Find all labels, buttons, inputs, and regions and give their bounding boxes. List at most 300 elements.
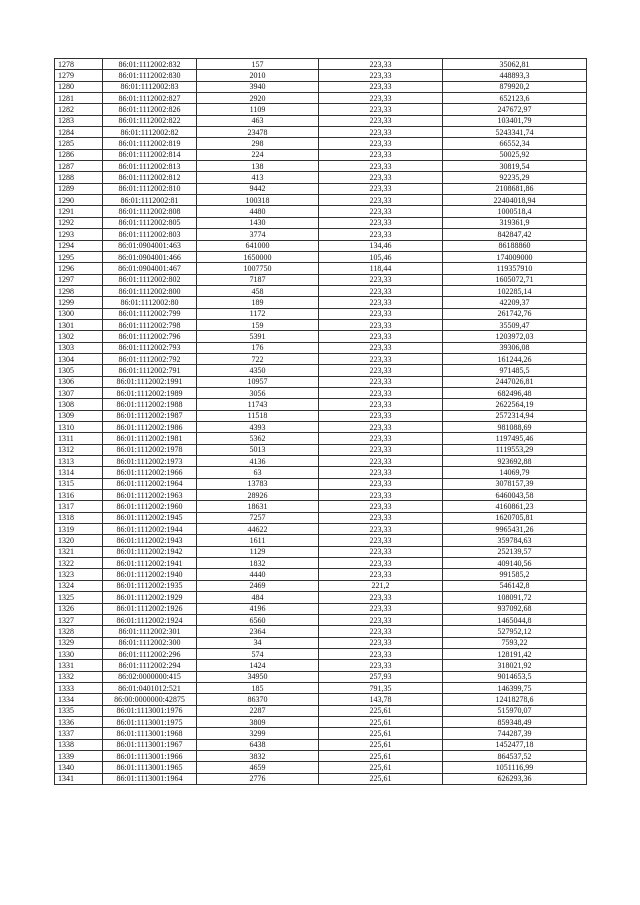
- area-cell: 157: [197, 59, 319, 70]
- table-row: [55, 353, 587, 364]
- value-cell: 1119553,29: [443, 444, 587, 455]
- table-row: [55, 274, 587, 285]
- value-cell: 971485,5: [443, 365, 587, 376]
- cadastral-number-cell: 86:01:1112002:1941: [103, 558, 197, 569]
- table-row: [55, 660, 587, 671]
- rate-cell: 223,33: [319, 501, 443, 512]
- table-row: [55, 183, 587, 194]
- cadastral-number-cell: 86:01:1112002:1978: [103, 444, 197, 455]
- value-cell: 119357910: [443, 263, 587, 274]
- table-row: [55, 251, 587, 262]
- area-cell: 298: [197, 138, 319, 149]
- table-row: [55, 138, 587, 149]
- cadastral-number-cell: 86:01:1112002:300: [103, 637, 197, 648]
- rate-cell: 223,33: [319, 342, 443, 353]
- area-cell: 34950: [197, 671, 319, 682]
- row-number-cell: 1317: [55, 501, 103, 512]
- rate-cell: 223,33: [319, 603, 443, 614]
- table-row: [55, 626, 587, 637]
- area-cell: 100318: [197, 195, 319, 206]
- table-row: [55, 682, 587, 693]
- value-cell: 546142,8: [443, 580, 587, 591]
- table-row: [55, 456, 587, 467]
- row-number-cell: 1292: [55, 217, 103, 228]
- row-number-cell: 1296: [55, 263, 103, 274]
- row-number-cell: 1311: [55, 433, 103, 444]
- row-number-cell: 1304: [55, 353, 103, 364]
- table-row: [55, 773, 587, 784]
- cadastral-number-cell: 86:01:1112002:792: [103, 353, 197, 364]
- row-number-cell: 1313: [55, 456, 103, 467]
- rate-cell: 223,33: [319, 467, 443, 478]
- cadastral-number-cell: 86:01:1112002:812: [103, 172, 197, 183]
- rate-cell: 223,33: [319, 331, 443, 342]
- value-cell: 108091,72: [443, 592, 587, 603]
- row-number-cell: 1310: [55, 422, 103, 433]
- value-cell: 515970,07: [443, 705, 587, 716]
- area-cell: 4480: [197, 206, 319, 217]
- value-cell: 161244,26: [443, 353, 587, 364]
- area-cell: 11518: [197, 410, 319, 421]
- value-cell: 1620705,81: [443, 512, 587, 523]
- row-number-cell: 1318: [55, 512, 103, 523]
- area-cell: 1611: [197, 535, 319, 546]
- cadastral-number-cell: 86:01:1112002:294: [103, 660, 197, 671]
- value-cell: 35509,47: [443, 319, 587, 330]
- rate-cell: 221,2: [319, 580, 443, 591]
- row-number-cell: 1330: [55, 648, 103, 659]
- table-row: [55, 535, 587, 546]
- cadastral-number-cell: 86:01:1112002:830: [103, 70, 197, 81]
- area-cell: 5013: [197, 444, 319, 455]
- table-row: [55, 217, 587, 228]
- cadastral-number-cell: 86:01:1113001:1975: [103, 716, 197, 727]
- area-cell: 1832: [197, 558, 319, 569]
- row-number-cell: 1320: [55, 535, 103, 546]
- rate-cell: 223,33: [319, 365, 443, 376]
- row-number-cell: 1316: [55, 490, 103, 501]
- rate-cell: 223,33: [319, 614, 443, 625]
- row-number-cell: 1293: [55, 229, 103, 240]
- cadastral-number-cell: 86:01:1113001:1967: [103, 739, 197, 750]
- row-number-cell: 1334: [55, 694, 103, 705]
- row-number-cell: 1337: [55, 728, 103, 739]
- table-row: [55, 410, 587, 421]
- area-cell: 4196: [197, 603, 319, 614]
- cadastral-number-cell: 86:01:1112002:793: [103, 342, 197, 353]
- area-cell: 484: [197, 592, 319, 603]
- cadastral-number-cell: 86:01:1112002:810: [103, 183, 197, 194]
- rate-cell: 223,33: [319, 217, 443, 228]
- value-cell: 92235,29: [443, 172, 587, 183]
- area-cell: 413: [197, 172, 319, 183]
- rate-cell: 791,35: [319, 682, 443, 693]
- cadastral-number-cell: 86:01:0904001:466: [103, 251, 197, 262]
- cadastral-number-cell: 86:01:1112002:296: [103, 648, 197, 659]
- row-number-cell: 1315: [55, 478, 103, 489]
- rate-cell: 223,33: [319, 297, 443, 308]
- row-number-cell: 1314: [55, 467, 103, 478]
- row-number-cell: 1332: [55, 671, 103, 682]
- rate-cell: 134,46: [319, 240, 443, 251]
- rate-cell: 118,44: [319, 263, 443, 274]
- rate-cell: 223,33: [319, 172, 443, 183]
- cadastral-number-cell: 86:01:1112002:82: [103, 127, 197, 138]
- table-row: [55, 172, 587, 183]
- rate-cell: 223,33: [319, 81, 443, 92]
- rate-cell: 225,61: [319, 750, 443, 761]
- area-cell: 3832: [197, 750, 319, 761]
- area-cell: 458: [197, 285, 319, 296]
- rate-cell: 223,33: [319, 104, 443, 115]
- value-cell: 1605072,71: [443, 274, 587, 285]
- row-number-cell: 1336: [55, 716, 103, 727]
- table-row: [55, 524, 587, 535]
- table-row: [55, 739, 587, 750]
- rate-cell: 223,33: [319, 626, 443, 637]
- row-number-cell: 1325: [55, 592, 103, 603]
- rate-cell: 223,33: [319, 524, 443, 535]
- table-row: [55, 546, 587, 557]
- rate-cell: 223,33: [319, 206, 443, 217]
- value-cell: 319361,9: [443, 217, 587, 228]
- table-row: [55, 70, 587, 81]
- cadastral-number-cell: 86:01:1112002:1944: [103, 524, 197, 535]
- row-number-cell: 1335: [55, 705, 103, 716]
- value-cell: 682496,48: [443, 387, 587, 398]
- cadastral-number-cell: 86:01:1112002:80: [103, 297, 197, 308]
- area-cell: 3940: [197, 81, 319, 92]
- value-cell: 12418278,6: [443, 694, 587, 705]
- cadastral-number-cell: 86:01:0904001:463: [103, 240, 197, 251]
- rate-cell: 223,33: [319, 319, 443, 330]
- row-number-cell: 1288: [55, 172, 103, 183]
- area-cell: 641000: [197, 240, 319, 251]
- table-row: [55, 127, 587, 138]
- table-row: [55, 490, 587, 501]
- rate-cell: 223,33: [319, 353, 443, 364]
- value-cell: 247672,97: [443, 104, 587, 115]
- row-number-cell: 1333: [55, 682, 103, 693]
- rate-cell: 223,33: [319, 161, 443, 172]
- cadastral-number-cell: 86:01:1112002:808: [103, 206, 197, 217]
- rate-cell: 223,33: [319, 433, 443, 444]
- value-cell: 9014653,5: [443, 671, 587, 682]
- value-cell: 1452477,18: [443, 739, 587, 750]
- rate-cell: 223,33: [319, 422, 443, 433]
- value-cell: 318021,92: [443, 660, 587, 671]
- rate-cell: 225,61: [319, 762, 443, 773]
- rate-cell: 225,61: [319, 728, 443, 739]
- area-cell: 7257: [197, 512, 319, 523]
- value-cell: 2622564,19: [443, 399, 587, 410]
- value-cell: 30819,54: [443, 161, 587, 172]
- row-number-cell: 1301: [55, 319, 103, 330]
- cadastral-number-cell: 86:01:1113001:1964: [103, 773, 197, 784]
- table-row: [55, 501, 587, 512]
- rate-cell: 223,33: [319, 592, 443, 603]
- table-row: [55, 716, 587, 727]
- row-number-cell: 1298: [55, 285, 103, 296]
- value-cell: 102285,14: [443, 285, 587, 296]
- cadastral-number-cell: 86:01:1112002:1940: [103, 569, 197, 580]
- area-cell: 23478: [197, 127, 319, 138]
- row-number-cell: 1294: [55, 240, 103, 251]
- value-cell: 6460043,58: [443, 490, 587, 501]
- area-cell: 1109: [197, 104, 319, 115]
- table-row: [55, 342, 587, 353]
- area-cell: 63: [197, 467, 319, 478]
- table-row: [55, 240, 587, 251]
- table-row: [55, 149, 587, 160]
- value-cell: 923692,88: [443, 456, 587, 467]
- value-cell: 864537,52: [443, 750, 587, 761]
- row-number-cell: 1329: [55, 637, 103, 648]
- cadastral-number-cell: 86:01:1112002:1963: [103, 490, 197, 501]
- table-row: [55, 161, 587, 172]
- area-cell: 9442: [197, 183, 319, 194]
- cadastral-number-cell: 86:01:1112002:1945: [103, 512, 197, 523]
- cadastral-number-cell: 86:01:1112002:814: [103, 149, 197, 160]
- rate-cell: 223,33: [319, 59, 443, 70]
- row-number-cell: 1309: [55, 410, 103, 421]
- value-cell: 7593,22: [443, 637, 587, 648]
- cadastral-number-cell: 86:01:1112002:813: [103, 161, 197, 172]
- table-row: [55, 93, 587, 104]
- table-row: [55, 331, 587, 342]
- table-row: [55, 433, 587, 444]
- row-number-cell: 1305: [55, 365, 103, 376]
- table-row: [55, 444, 587, 455]
- table-row: [55, 387, 587, 398]
- area-cell: 4350: [197, 365, 319, 376]
- table-row: [55, 603, 587, 614]
- area-cell: 1129: [197, 546, 319, 557]
- value-cell: 22404018,94: [443, 195, 587, 206]
- table-row: [55, 750, 587, 761]
- row-number-cell: 1283: [55, 115, 103, 126]
- area-cell: 2920: [197, 93, 319, 104]
- rate-cell: 223,33: [319, 274, 443, 285]
- cadastral-number-cell: 86:01:1113001:1968: [103, 728, 197, 739]
- table-row: [55, 297, 587, 308]
- area-cell: 18631: [197, 501, 319, 512]
- value-cell: 252139,57: [443, 546, 587, 557]
- table-row: [55, 694, 587, 705]
- rate-cell: 223,33: [319, 93, 443, 104]
- row-number-cell: 1282: [55, 104, 103, 115]
- area-cell: 1172: [197, 308, 319, 319]
- row-number-cell: 1286: [55, 149, 103, 160]
- value-cell: 50025,92: [443, 149, 587, 160]
- row-number-cell: 1303: [55, 342, 103, 353]
- area-cell: 4440: [197, 569, 319, 580]
- cadastral-number-cell: 86:02:0000000:415: [103, 671, 197, 682]
- cadastral-number-cell: 86:01:1112002:799: [103, 308, 197, 319]
- area-cell: 4393: [197, 422, 319, 433]
- cadastral-number-cell: 86:01:1113001:1966: [103, 750, 197, 761]
- area-cell: 722: [197, 353, 319, 364]
- rate-cell: 257,93: [319, 671, 443, 682]
- table-row: [55, 104, 587, 115]
- row-number-cell: 1307: [55, 387, 103, 398]
- value-cell: 1203972,03: [443, 331, 587, 342]
- area-cell: 34: [197, 637, 319, 648]
- value-cell: 146399,75: [443, 682, 587, 693]
- area-cell: 28926: [197, 490, 319, 501]
- table-row: [55, 592, 587, 603]
- value-cell: 86188860: [443, 240, 587, 251]
- rate-cell: 223,33: [319, 308, 443, 319]
- rate-cell: 223,33: [319, 387, 443, 398]
- table-row: [55, 399, 587, 410]
- cadastral-number-cell: 86:01:1112002:1964: [103, 478, 197, 489]
- rate-cell: 223,33: [319, 558, 443, 569]
- value-cell: 39306,08: [443, 342, 587, 353]
- row-number-cell: 1306: [55, 376, 103, 387]
- table-row: [55, 115, 587, 126]
- rate-cell: 223,33: [319, 478, 443, 489]
- row-number-cell: 1331: [55, 660, 103, 671]
- rate-cell: 223,33: [319, 569, 443, 580]
- table-row: [55, 467, 587, 478]
- area-cell: 3809: [197, 716, 319, 727]
- area-cell: 189: [197, 297, 319, 308]
- table-row: [55, 614, 587, 625]
- rate-cell: 223,33: [319, 410, 443, 421]
- area-cell: 224: [197, 149, 319, 160]
- value-cell: 359784,63: [443, 535, 587, 546]
- row-number-cell: 1324: [55, 580, 103, 591]
- area-cell: 138: [197, 161, 319, 172]
- value-cell: 2572314,94: [443, 410, 587, 421]
- value-cell: 879920,2: [443, 81, 587, 92]
- area-cell: 2364: [197, 626, 319, 637]
- row-number-cell: 1280: [55, 81, 103, 92]
- cadastral-number-cell: 86:01:1112002:832: [103, 59, 197, 70]
- area-cell: 7187: [197, 274, 319, 285]
- cadastral-number-cell: 86:01:1112002:1960: [103, 501, 197, 512]
- table-row: [55, 569, 587, 580]
- table-row: [55, 229, 587, 240]
- row-number-cell: 1290: [55, 195, 103, 206]
- rate-cell: 223,33: [319, 138, 443, 149]
- area-cell: 2469: [197, 580, 319, 591]
- rate-cell: 223,33: [319, 490, 443, 501]
- cadastral-number-cell: 86:01:1112002:805: [103, 217, 197, 228]
- table-row: [55, 637, 587, 648]
- area-cell: 2776: [197, 773, 319, 784]
- rate-cell: 223,33: [319, 546, 443, 557]
- value-cell: 2447026,81: [443, 376, 587, 387]
- row-number-cell: 1338: [55, 739, 103, 750]
- cadastral-number-cell: 86:01:1112002:1926: [103, 603, 197, 614]
- value-cell: 128191,42: [443, 648, 587, 659]
- area-cell: 2010: [197, 70, 319, 81]
- area-cell: 176: [197, 342, 319, 353]
- value-cell: 3078157,39: [443, 478, 587, 489]
- rate-cell: 223,33: [319, 70, 443, 81]
- rate-cell: 223,33: [319, 456, 443, 467]
- cadastral-number-cell: 86:01:1112002:1943: [103, 535, 197, 546]
- rate-cell: 223,33: [319, 660, 443, 671]
- rate-cell: 223,33: [319, 512, 443, 523]
- row-number-cell: 1295: [55, 251, 103, 262]
- row-number-cell: 1291: [55, 206, 103, 217]
- value-cell: 4160861,23: [443, 501, 587, 512]
- rate-cell: 225,61: [319, 716, 443, 727]
- table-row: [55, 319, 587, 330]
- row-number-cell: 1328: [55, 626, 103, 637]
- cadastral-number-cell: 86:00:0000000:42875: [103, 694, 197, 705]
- value-cell: 66552,34: [443, 138, 587, 149]
- table-row: [55, 422, 587, 433]
- row-number-cell: 1319: [55, 524, 103, 535]
- table-row: [55, 580, 587, 591]
- value-cell: 652123,6: [443, 93, 587, 104]
- rate-cell: 223,33: [319, 285, 443, 296]
- value-cell: 527952,12: [443, 626, 587, 637]
- area-cell: 159: [197, 319, 319, 330]
- table-row: [55, 59, 587, 70]
- cadastral-number-cell: 86:01:1113001:1965: [103, 762, 197, 773]
- rate-cell: 223,33: [319, 229, 443, 240]
- area-cell: 13783: [197, 478, 319, 489]
- table-row: [55, 376, 587, 387]
- value-cell: 1197495,46: [443, 433, 587, 444]
- row-number-cell: 1287: [55, 161, 103, 172]
- row-number-cell: 1321: [55, 546, 103, 557]
- cadastral-number-cell: 86:01:1112002:1989: [103, 387, 197, 398]
- area-cell: 6560: [197, 614, 319, 625]
- table-row: [55, 206, 587, 217]
- table-row: [55, 195, 587, 206]
- table-row: [55, 263, 587, 274]
- row-number-cell: 1341: [55, 773, 103, 784]
- value-cell: 991585,2: [443, 569, 587, 580]
- area-cell: 11743: [197, 399, 319, 410]
- row-number-cell: 1323: [55, 569, 103, 580]
- area-cell: 463: [197, 115, 319, 126]
- rate-cell: 223,33: [319, 444, 443, 455]
- cadastral-number-cell: 86:01:1112002:1973: [103, 456, 197, 467]
- rate-cell: 223,33: [319, 376, 443, 387]
- cadastral-number-cell: 86:01:1112002:791: [103, 365, 197, 376]
- row-number-cell: 1308: [55, 399, 103, 410]
- area-cell: 2287: [197, 705, 319, 716]
- area-cell: 10957: [197, 376, 319, 387]
- value-cell: 937092,68: [443, 603, 587, 614]
- value-cell: 14069,79: [443, 467, 587, 478]
- table-row: [55, 308, 587, 319]
- cadastral-number-cell: 86:01:1112002:798: [103, 319, 197, 330]
- cadastral-number-cell: 86:01:0401012:521: [103, 682, 197, 693]
- row-number-cell: 1327: [55, 614, 103, 625]
- table-row: [55, 81, 587, 92]
- rate-cell: 223,33: [319, 115, 443, 126]
- cadastral-number-cell: 86:01:1112002:802: [103, 274, 197, 285]
- cadastral-number-cell: 86:01:0904001:467: [103, 263, 197, 274]
- area-cell: 5362: [197, 433, 319, 444]
- rate-cell: 223,33: [319, 637, 443, 648]
- row-number-cell: 1279: [55, 70, 103, 81]
- area-cell: 3056: [197, 387, 319, 398]
- cadastral-number-cell: 86:01:1113001:1976: [103, 705, 197, 716]
- row-number-cell: 1281: [55, 93, 103, 104]
- area-cell: 1424: [197, 660, 319, 671]
- cadastral-number-cell: 86:01:1112002:827: [103, 93, 197, 104]
- value-cell: 5243341,74: [443, 127, 587, 138]
